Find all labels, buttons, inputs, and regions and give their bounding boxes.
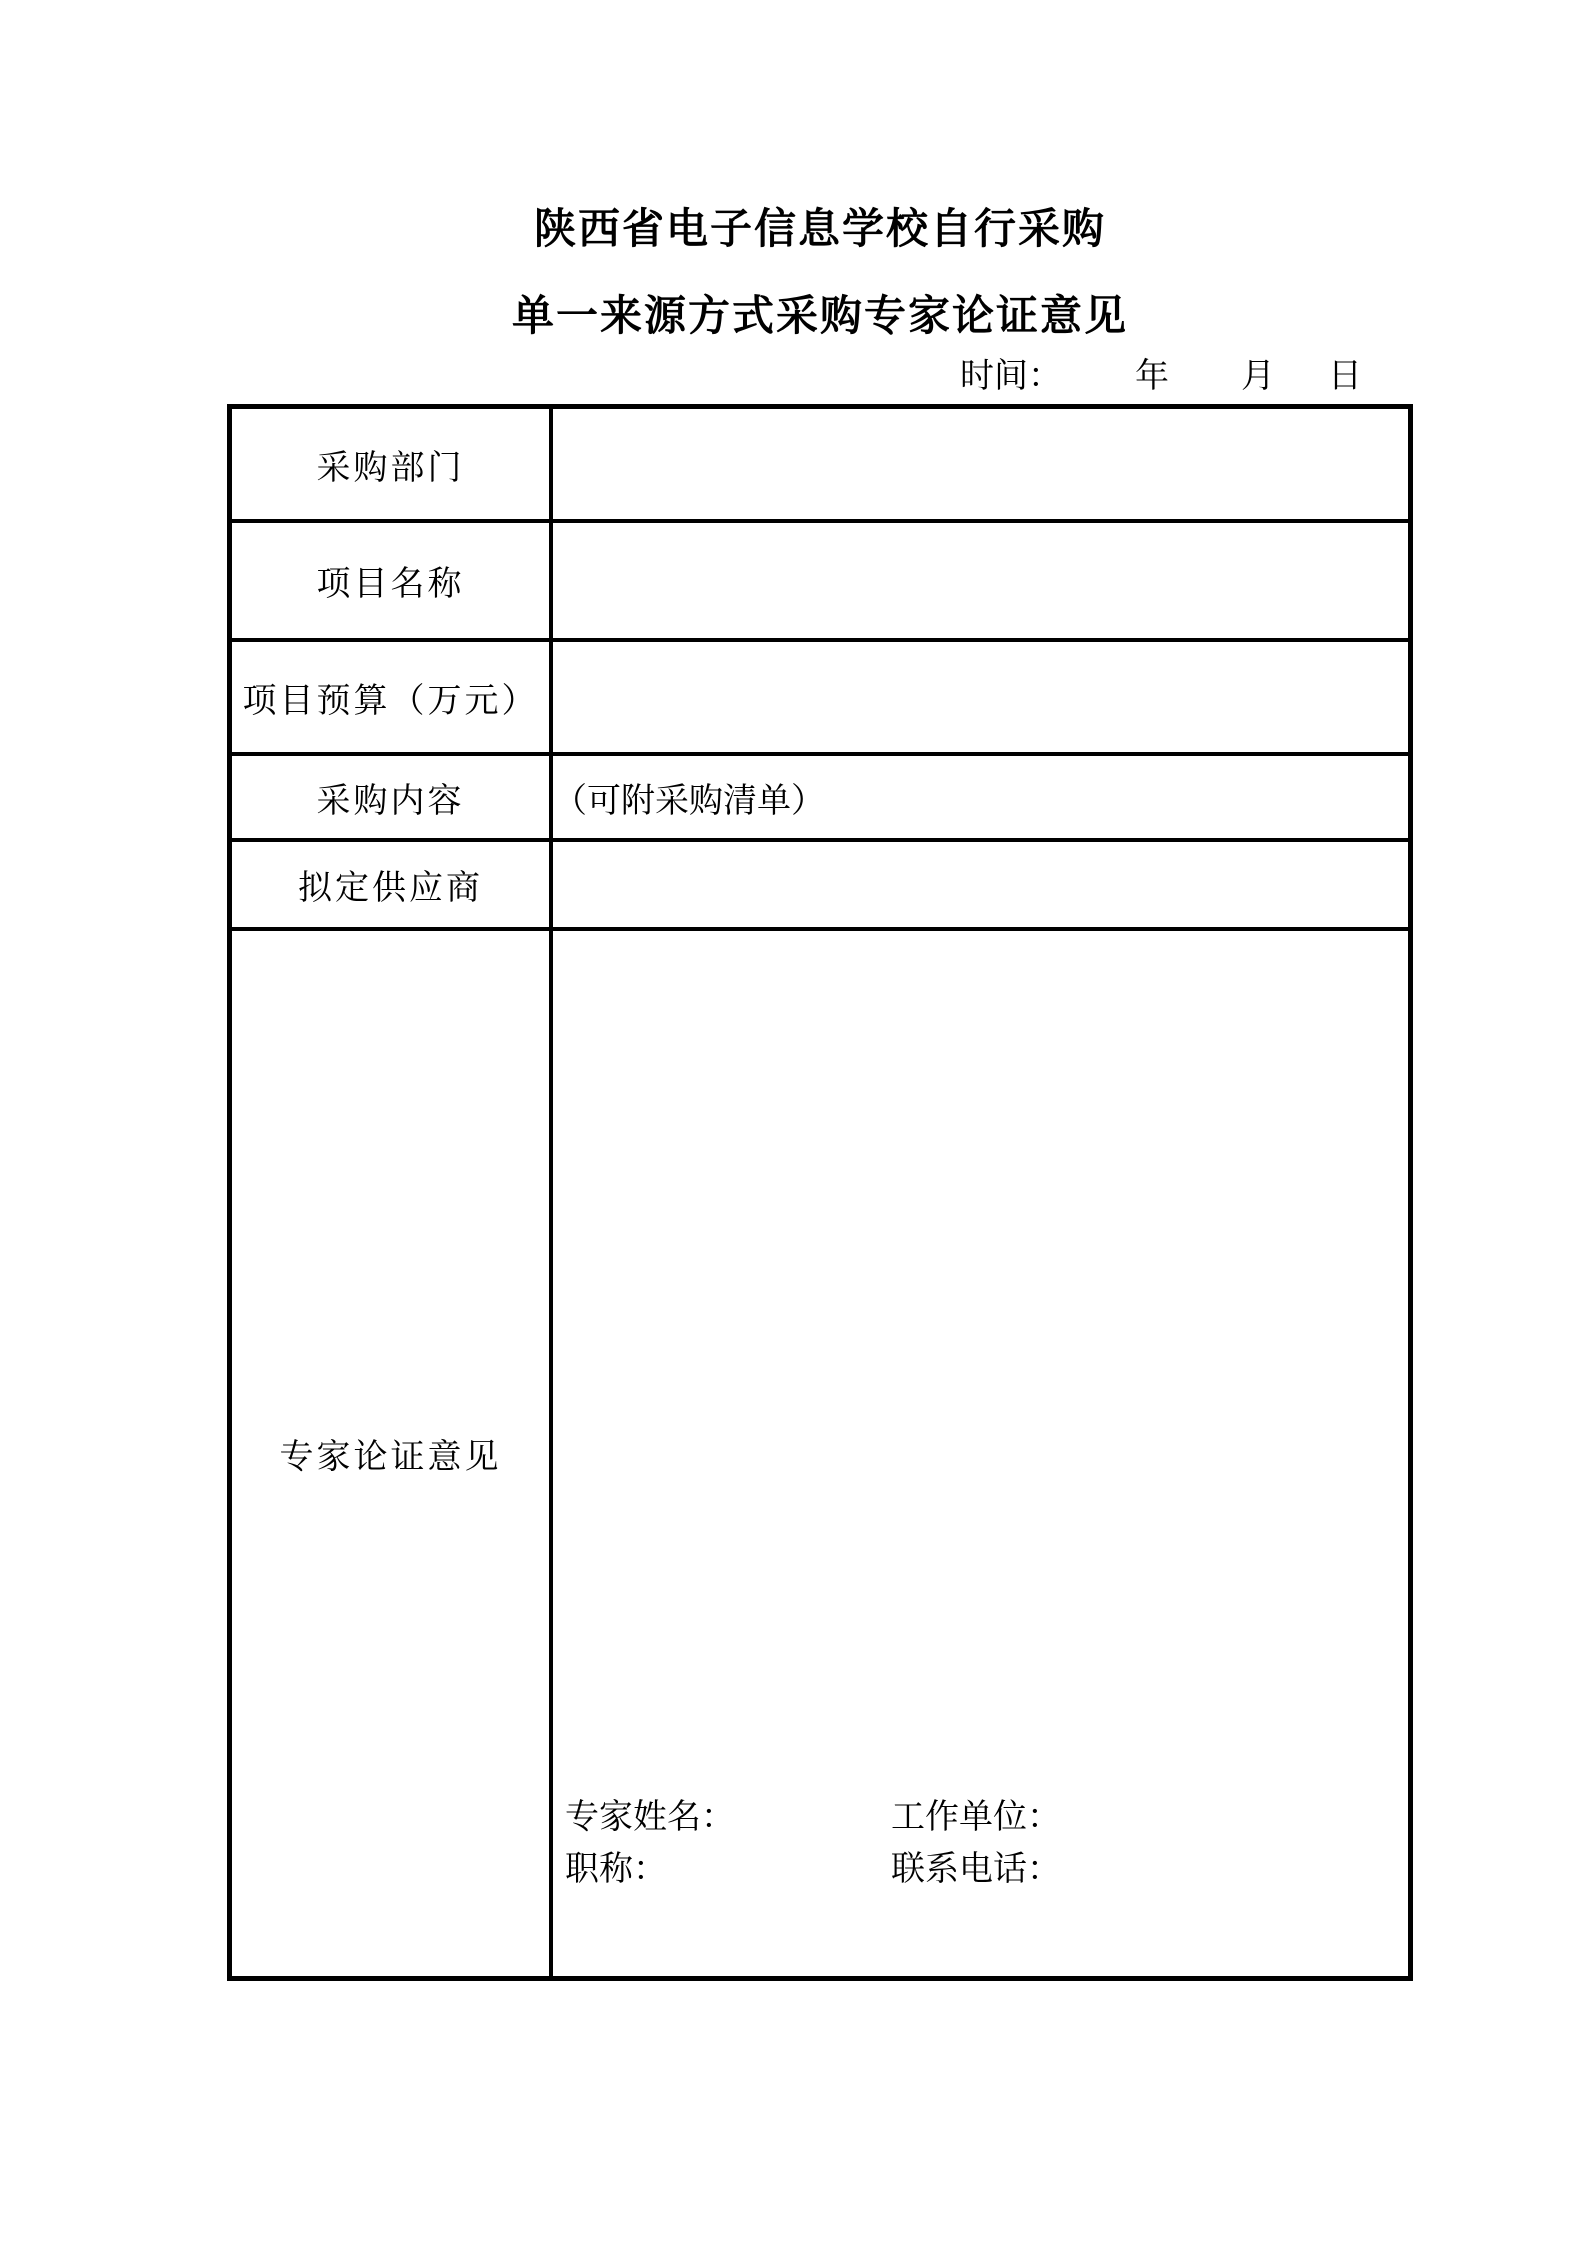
table-row [230, 521, 1411, 640]
row-label-project-name: 项目名称 [230, 521, 552, 640]
document-title-line2: 单一来源方式采购专家论证意见 [511, 294, 1128, 340]
time-month-label: 月 [1241, 358, 1275, 395]
time-year-label: 年 [1135, 358, 1169, 395]
expert-name-label: 专家姓名： [565, 1799, 735, 1836]
cell-project-name-value [551, 521, 1411, 640]
cell-expert-opinion-value [551, 929, 1411, 1979]
job-title-label: 职称： [565, 1851, 667, 1888]
table-row [230, 640, 1411, 754]
time-label: 时间： [960, 358, 1062, 395]
table-row [230, 929, 1411, 1979]
work-unit-label: 工作单位： [891, 1799, 1061, 1836]
row-label-procurement-content: 采购内容 [230, 754, 552, 840]
table-row [230, 754, 1411, 840]
cell-proposed-supplier-value [551, 840, 1411, 929]
row-label-proposed-supplier: 拟定供应商 [230, 840, 552, 929]
time-line [0, 355, 1587, 399]
row-label-purchasing-department: 采购部门 [230, 407, 552, 522]
cell-purchasing-department-value [551, 407, 1411, 522]
document-title-line1: 陕西省电子信息学校自行采购 [533, 207, 1106, 253]
contact-phone-label: 联系电话： [891, 1851, 1061, 1888]
expert-signature-block [565, 1792, 1061, 1896]
procurement-form-table [227, 404, 1413, 1981]
cell-project-budget-value [551, 640, 1411, 754]
row-label-project-budget: 项目预算（万元） [230, 640, 552, 754]
time-day-label: 日 [1328, 358, 1362, 395]
table-row [230, 840, 1411, 929]
row-label-expert-opinion: 专家论证意见 [230, 929, 552, 1979]
cell-procurement-content-value: （可附采购清单） [551, 754, 1411, 840]
table-row [230, 407, 1411, 522]
